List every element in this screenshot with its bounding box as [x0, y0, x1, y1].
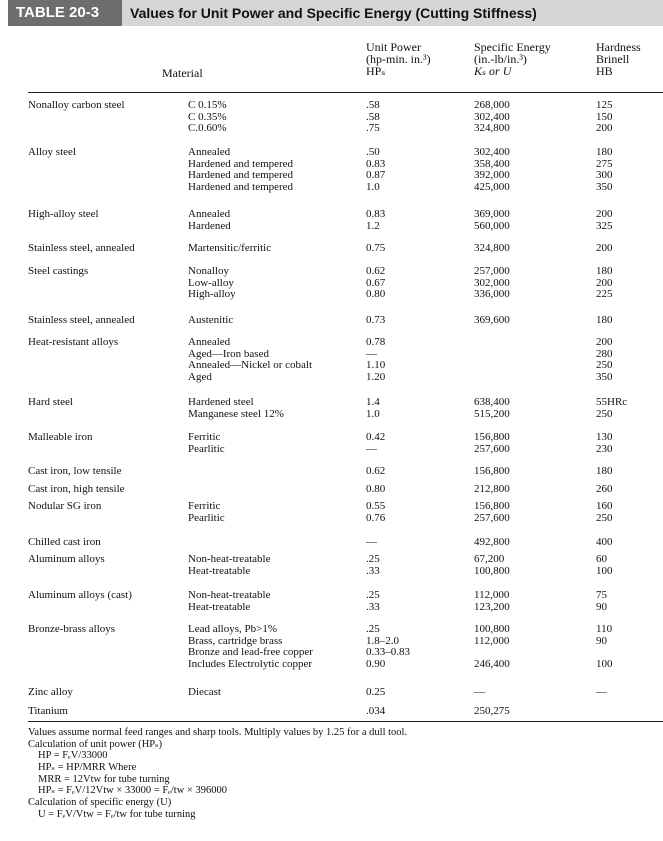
note-line: Calculation of unit power (HPₛ): [28, 738, 163, 750]
material-name: [28, 706, 68, 718]
unit-power-cell: 0.62: [366, 265, 386, 277]
unit-power-cell: —: [366, 442, 377, 455]
hardness-cell-column: [596, 466, 613, 478]
grade-cell: High-alloy: [188, 288, 236, 300]
specific-energy-cell-column: [474, 501, 510, 524]
grade-cell: Martensitic/ferritic: [188, 242, 272, 254]
hardness-cell: 60: [596, 553, 607, 565]
grade-cell: Ferritic: [188, 431, 221, 443]
grade-cell: Low-alloy: [188, 276, 234, 289]
material-name: [28, 100, 125, 112]
specific-energy-cell: —: [474, 686, 485, 698]
unit-power-cell: 1.0: [366, 407, 380, 420]
unit-power-cell: .25: [366, 589, 380, 601]
hardness-cell: 200: [596, 208, 613, 220]
grade-cell-column: [188, 209, 231, 232]
material-name: [28, 432, 92, 444]
hardness-cell: 130: [596, 431, 613, 443]
unit-power-cell-column: [366, 484, 385, 496]
grade-cell-column: [188, 243, 271, 255]
material-label: Chilled cast iron: [28, 536, 101, 548]
material-label: Stainless steel, annealed: [28, 242, 135, 254]
hardness-cell: 200: [596, 336, 613, 348]
material-name: [28, 397, 73, 409]
material-label: Zinc alloy: [28, 686, 73, 698]
grade-cell: Pearlitic: [188, 511, 225, 524]
material-name: [28, 337, 118, 349]
material-name: [28, 243, 135, 255]
hardness-cell: 180: [596, 465, 613, 477]
hardness-cell: 75: [596, 589, 607, 601]
unit-power-cell-column: [366, 432, 385, 455]
grade-cell-column: [188, 432, 225, 455]
hardness-cell: 180: [596, 314, 613, 326]
unit-power-cell: 1.10: [366, 359, 386, 371]
grade-cell-column: [188, 687, 221, 699]
grade-cell: Diecast: [188, 686, 221, 698]
grade-cell: Heat-treatable: [188, 564, 251, 577]
hardness-cell-column: [596, 243, 613, 255]
hardness-cell-column: [596, 624, 613, 670]
grade-cell-column: [188, 100, 227, 135]
specific-energy-cell: 560,000: [474, 219, 510, 232]
specific-energy-cell: 246,400: [474, 657, 510, 670]
grade-cell: Lead alloys, Pb>1%: [188, 623, 277, 635]
material-label: Titanium: [28, 705, 68, 717]
specific-energy-cell: 257,600: [474, 511, 510, 524]
specific-energy-cell-column: [474, 243, 510, 255]
hardness-cell: 200: [596, 122, 613, 134]
grade-cell-column: [188, 337, 312, 383]
specific-energy-cell: 369,600: [474, 314, 510, 326]
specific-energy-cell-column: [474, 466, 510, 478]
unit-power-cell-column: [366, 266, 385, 301]
material-name: [28, 590, 132, 602]
material-name: [28, 209, 99, 221]
hardness-cell: [596, 647, 613, 659]
specific-energy-cell: 257,000: [474, 265, 510, 277]
unit-power-cell: .034: [366, 705, 386, 717]
specific-energy-cell: 212,800: [474, 483, 510, 495]
material-label: Cast iron, low tensile: [28, 465, 122, 477]
table-notes: [28, 727, 407, 821]
grade-cell-column: [188, 315, 233, 327]
specific-energy-cell-column: [474, 687, 485, 699]
grade-cell-column: [188, 397, 284, 420]
specific-energy-cell: 425,000: [474, 180, 510, 193]
hardness-cell: 125: [596, 99, 613, 111]
hardness-cell: 325: [596, 219, 613, 232]
specific-energy-cell: 302,400: [474, 146, 510, 158]
unit-power-cell: —: [366, 347, 377, 360]
grade-cell: Brass, cartridge brass: [188, 634, 283, 647]
grade-cell-column: [188, 554, 270, 577]
table-title-bar: [8, 0, 663, 26]
footer-rule: [28, 721, 663, 722]
unit-power-cell-column: [366, 466, 385, 478]
material-name: [28, 484, 125, 496]
hardness-cell: 90: [596, 634, 607, 647]
specific-energy-cell: 302,400: [474, 110, 510, 123]
unit-power-cell: 0.62: [366, 465, 386, 477]
specific-energy-cell: 268,000: [474, 99, 510, 111]
header-material: Material: [162, 66, 203, 80]
table-number: TABLE 20-3: [8, 0, 122, 26]
material-label: Aluminum alloys: [28, 553, 105, 565]
hardness-cell: 180: [596, 265, 613, 277]
specific-energy-cell: 156,800: [474, 431, 510, 443]
hardness-cell-column: [596, 266, 613, 301]
unit-power-cell: 0.25: [366, 686, 386, 698]
grade-cell: Hardened and tempered: [188, 157, 294, 170]
unit-power-cell: .33: [366, 564, 380, 577]
grade-cell: Heat-treatable: [188, 600, 251, 613]
hardness-cell: 55HRc: [596, 396, 628, 408]
note-line: U = FₑV/Vtw = Fₑ/tw for tube turning: [38, 808, 196, 820]
specific-energy-cell: 369,000: [474, 208, 510, 220]
grade-cell-column: [188, 266, 236, 301]
grade-cell-column: [188, 624, 313, 670]
specific-energy-cell: 302,000: [474, 276, 510, 289]
specific-energy-cell: 515,200: [474, 407, 510, 420]
hardness-cell: 275: [596, 157, 613, 170]
table-title: Values for Unit Power and Specific Energy (Cutting Stiffness): [130, 5, 537, 21]
grade-cell: Hardened steel: [188, 396, 254, 408]
material-label: Heat-resistant alloys: [28, 336, 119, 348]
grade-cell-column: [188, 501, 225, 524]
unit-power-cell: 1.2: [366, 219, 380, 232]
hardness-cell: 250: [596, 407, 613, 420]
specific-energy-cell-column: [474, 209, 510, 232]
specific-energy-cell: 336,000: [474, 288, 510, 300]
material-label: Cast iron, high tensile: [28, 483, 125, 495]
grade-cell-column: [188, 590, 270, 613]
material-label: Aluminum alloys (cast): [28, 589, 132, 601]
hardness-cell: 150: [596, 110, 613, 123]
specific-energy-cell: 638,400: [474, 396, 510, 408]
material-label: High-alloy steel: [28, 208, 99, 220]
grade-cell: Hardened: [188, 219, 231, 232]
material-name: [28, 554, 105, 566]
specific-energy-cell-column: [474, 484, 510, 496]
unit-power-cell: .25: [366, 553, 380, 565]
hardness-cell-column: [596, 687, 607, 699]
unit-power-cell: .58: [366, 110, 380, 123]
unit-power-cell: 1.0: [366, 180, 380, 193]
hardness-cell-column: [596, 100, 613, 135]
note-line: Values assume normal feed ranges and sharp tools. Multiply values by 1.25 for a dull tool.: [28, 727, 408, 738]
material-label: Bronze-brass alloys: [28, 623, 116, 635]
header-rule: [28, 92, 663, 93]
specific-energy-cell: 100,800: [474, 623, 510, 635]
grade-cell: Annealed: [188, 336, 231, 348]
grade-cell: Includes Electrolytic copper: [188, 657, 313, 670]
unit-power-cell: 0.55: [366, 500, 386, 512]
material-name: [28, 315, 135, 327]
unit-power-cell-column: [366, 147, 385, 193]
material-label: Nonalloy carbon steel: [28, 99, 125, 111]
unit-power-cell: .75: [366, 122, 380, 134]
specific-energy-cell-column: [474, 432, 510, 455]
hardness-cell-column: [596, 501, 613, 524]
specific-energy-cell-column: [474, 147, 510, 193]
note-line: HPₛ = HP/MRR Where: [38, 762, 137, 774]
hardness-cell: —: [596, 686, 607, 698]
unit-power-cell: 0.87: [366, 169, 386, 181]
specific-energy-cell: 257,600: [474, 442, 510, 455]
unit-power-cell: .25: [366, 623, 380, 635]
hardness-cell-column: [596, 315, 613, 327]
material-label: Steel castings: [28, 265, 89, 277]
grade-cell: Annealed: [188, 146, 231, 158]
hardness-cell-column: [596, 484, 613, 496]
specific-energy-cell: 492,800: [474, 536, 510, 548]
grade-cell: Aged—Iron based: [188, 347, 269, 360]
material-name: [28, 466, 122, 478]
header-specific-energy: Specific Energy (in.-lb/in.³) Kₛ or U: [474, 40, 551, 78]
unit-power-cell: 0.83: [366, 157, 386, 170]
unit-power-cell: 1.8–2.0: [366, 634, 399, 647]
hardness-cell: 90: [596, 600, 607, 613]
grade-cell: Non-heat-treatable: [188, 589, 271, 601]
unit-power-cell: 0.42: [366, 431, 386, 443]
hardness-cell: 260: [596, 483, 613, 495]
hardness-cell-column: [596, 397, 627, 420]
grade-cell: Non-heat-treatable: [188, 553, 271, 565]
grade-cell: Nonalloy: [188, 265, 229, 277]
unit-power-cell: 0.67: [366, 276, 386, 289]
grade-cell: Hardened and tempered: [188, 169, 294, 181]
unit-power-cell-column: [366, 243, 385, 255]
grade-cell: Bronze and lead-free copper: [188, 646, 313, 658]
specific-energy-cell-column: [474, 315, 510, 327]
hardness-cell: 250: [596, 511, 613, 524]
hardness-cell-column: [596, 209, 613, 232]
note-line: HPₛ = FₑV/12Vtw × 33000 = Fₑ/tw × 396000: [38, 785, 227, 797]
unit-power-cell-column: [366, 315, 385, 327]
hardness-cell-column: [596, 537, 613, 549]
hardness-cell: 100: [596, 564, 613, 577]
unit-power-cell-column: [366, 100, 380, 135]
material-name: [28, 687, 73, 699]
header-unit-power: Unit Power (hp-min. in.³) HPₛ: [366, 40, 431, 78]
grade-cell: Annealed: [188, 208, 231, 220]
specific-energy-cell: 67,200: [474, 553, 505, 565]
unit-power-cell: 1.4: [366, 396, 380, 408]
hardness-cell: 225: [596, 288, 613, 300]
unit-power-cell: .50: [366, 146, 380, 158]
unit-power-cell-column: [366, 397, 380, 420]
specific-energy-cell-column: [474, 266, 510, 301]
grade-cell: C 0.35%: [188, 110, 227, 123]
unit-power-cell-column: [366, 209, 385, 232]
unit-power-cell: 0.83: [366, 208, 386, 220]
material-name: [28, 537, 101, 549]
hardness-cell: 200: [596, 242, 613, 254]
specific-energy-cell: 123,200: [474, 600, 510, 613]
specific-energy-cell: 392,000: [474, 169, 510, 181]
material-label: Nodular SG iron: [28, 500, 102, 512]
unit-power-cell: 0.33–0.83: [366, 646, 410, 658]
specific-energy-cell-column: [474, 590, 510, 613]
material-name: [28, 266, 88, 278]
hardness-cell: 300: [596, 169, 613, 181]
material-name: [28, 501, 101, 513]
unit-power-cell: 1.20: [366, 370, 386, 383]
material-name: [28, 624, 115, 636]
hardness-cell: 180: [596, 146, 613, 158]
hardness-cell: 110: [596, 623, 613, 635]
unit-power-cell-column: [366, 554, 380, 577]
hardness-cell-column: [596, 554, 613, 577]
grade-cell: C 0.15%: [188, 99, 227, 111]
grade-cell: Annealed—Nickel or cobalt: [188, 359, 313, 371]
material-name: [28, 147, 76, 159]
unit-power-cell-column: [366, 501, 385, 524]
unit-power-cell: 0.78: [366, 336, 386, 348]
hardness-cell: 160: [596, 500, 613, 512]
hardness-cell-column: [596, 147, 613, 193]
specific-energy-cell: 358,400: [474, 157, 510, 170]
unit-power-cell: 0.76: [366, 511, 386, 524]
grade-cell: Pearlitic: [188, 442, 225, 455]
specific-energy-cell: 100,800: [474, 564, 510, 577]
grade-cell-column: [188, 147, 293, 193]
specific-energy-cell-column: [474, 537, 510, 549]
hardness-cell: 200: [596, 276, 613, 289]
specific-energy-cell: 324,800: [474, 242, 510, 254]
note-line: Calculation of specific energy (U): [28, 797, 172, 809]
specific-energy-cell-column: [474, 397, 510, 420]
hardness-cell: 350: [596, 370, 613, 383]
specific-energy-cell: 324,800: [474, 122, 510, 134]
specific-energy-cell: 156,800: [474, 465, 510, 477]
unit-power-cell-column: [366, 706, 385, 718]
grade-cell: Aged: [188, 370, 212, 383]
hardness-cell: 350: [596, 180, 613, 193]
specific-energy-cell: 250,275: [474, 705, 510, 717]
material-label: Hard steel: [28, 396, 73, 408]
specific-energy-cell: [474, 647, 510, 659]
unit-power-cell-column: [366, 687, 385, 699]
unit-power-cell-column: [366, 624, 410, 670]
hardness-cell-column: [596, 337, 613, 383]
note-line: MRR = 12Vtw for tube turning: [38, 773, 170, 785]
unit-power-cell: 0.80: [366, 288, 386, 300]
specific-energy-cell: 156,800: [474, 500, 510, 512]
grade-cell: Austenitic: [188, 314, 234, 326]
unit-power-cell: —: [366, 536, 377, 548]
unit-power-cell: .33: [366, 600, 380, 613]
material-label: Alloy steel: [28, 146, 76, 158]
grade-cell: C.0.60%: [188, 122, 227, 134]
unit-power-cell-column: [366, 537, 377, 549]
unit-power-cell-column: [366, 337, 385, 383]
grade-cell: Ferritic: [188, 500, 221, 512]
unit-power-cell: 0.75: [366, 242, 386, 254]
grade-cell: Hardened and tempered: [188, 180, 294, 193]
unit-power-cell: 0.80: [366, 483, 386, 495]
hardness-cell: 400: [596, 536, 613, 548]
hardness-cell: 250: [596, 359, 613, 371]
specific-energy-cell-column: [474, 706, 510, 718]
unit-power-cell: 0.90: [366, 657, 386, 670]
material-label: Stainless steel, annealed: [28, 314, 135, 326]
specific-energy-cell-column: [474, 624, 510, 670]
hardness-cell: 280: [596, 347, 613, 360]
unit-power-cell: .58: [366, 99, 380, 111]
specific-energy-cell: 112,000: [474, 589, 510, 601]
header-hardness: Hardness Brinell HB: [596, 40, 641, 78]
hardness-cell-column: [596, 432, 613, 455]
note-line: HP = FₑV/33000: [38, 750, 108, 762]
unit-power-cell-column: [366, 590, 380, 613]
hardness-cell: 100: [596, 657, 613, 670]
unit-power-cell: 0.73: [366, 314, 386, 326]
hardness-cell-column: [596, 590, 607, 613]
specific-energy-cell-column: [474, 100, 510, 135]
material-label: Malleable iron: [28, 431, 93, 443]
grade-cell: Manganese steel 12%: [188, 407, 284, 420]
hardness-cell: 230: [596, 442, 613, 455]
specific-energy-cell: 112,000: [474, 634, 510, 647]
specific-energy-cell-column: [474, 554, 510, 577]
